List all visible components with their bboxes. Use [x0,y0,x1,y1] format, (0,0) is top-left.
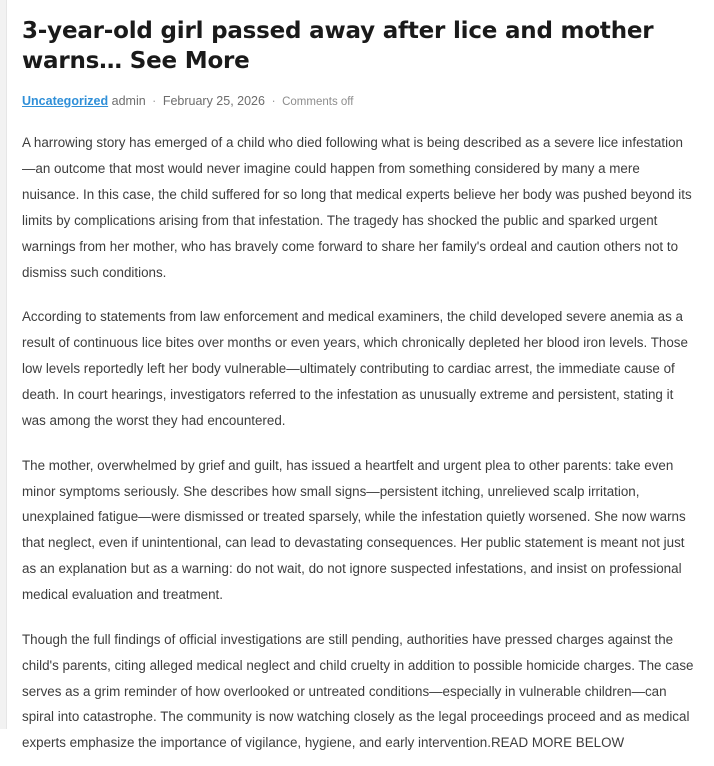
body-paragraph: According to statements from law enforcement and medical examiners, the child developed severe anemia as a result of continuous lice bites over months or even years, which chronically depleted her blood iron levels. Those low levels reportedly left her body vulnerable—ultimately contributing to cardiac arrest, the immediate cause of death. In court hearings, investigators referred to the infestation as unusually extreme and persistent, stating it was among the worst they had encountered. [22,309,688,428]
post-comments-status: Comments off [282,95,354,108]
post-author: admin [111,93,146,108]
page-title: 3-year-old girl passed away after lice and mother warns… See More [22,18,654,75]
page-left-rail [0,0,7,729]
meta-separator-2: · [271,93,276,108]
body-paragraph: Though the full findings of official investigations are still pending, authorities have pressed charges against the child's parents, citing alleged medical neglect and child cruelty in addition to possible homicide charges. The case serves as a grim reminder of how overlooked or untreated conditions—especially in vulnerable children—can spiral into catastrophe. The community is now watching closely as the legal proceedings proceed and as medical experts emphasize the importance of vigilance, hygiene, and early intervention.READ MORE BELOW [22,631,694,751]
post-date: February 25, 2026 [162,93,265,108]
post-category-link[interactable]: Uncategorized [22,93,109,108]
body-paragraph: A harrowing story has emerged of a child who died following what is being described as a severe lice infestation—an outcome that most would never imagine could happen from something considered by many a mere nuisance. In this case, the child suffered for so long that medical experts believe her body was pushed beyond its limits by complications arising from that infestation. The tragedy has shocked the public and sparked urgent warnings from her mother, who has bravely come forward to share her family's ordeal and caution others not to dismiss such conditions. [22,135,692,280]
post-body [22,130,694,756]
post-meta [22,93,694,111]
body-paragraph: The mother, overwhelmed by grief and guilt, has issued a heartfelt and urgent plea to other parents: take even minor symptoms seriously. She describes how small signs—persistent itching, unrelieved scalp irritation, unexplained fatigue—were dismissed or treated sparsely, while the infestation quietly worsened. She now warns that neglect, even if unintentional, can lead to devastating consequences. Her public statement is meant not just as an explanation but as a warning: do not wait, do not ignore suspected infestations, and insist on professional medical evaluation and treatment. [22,457,686,602]
meta-separator-1: · [152,93,157,108]
